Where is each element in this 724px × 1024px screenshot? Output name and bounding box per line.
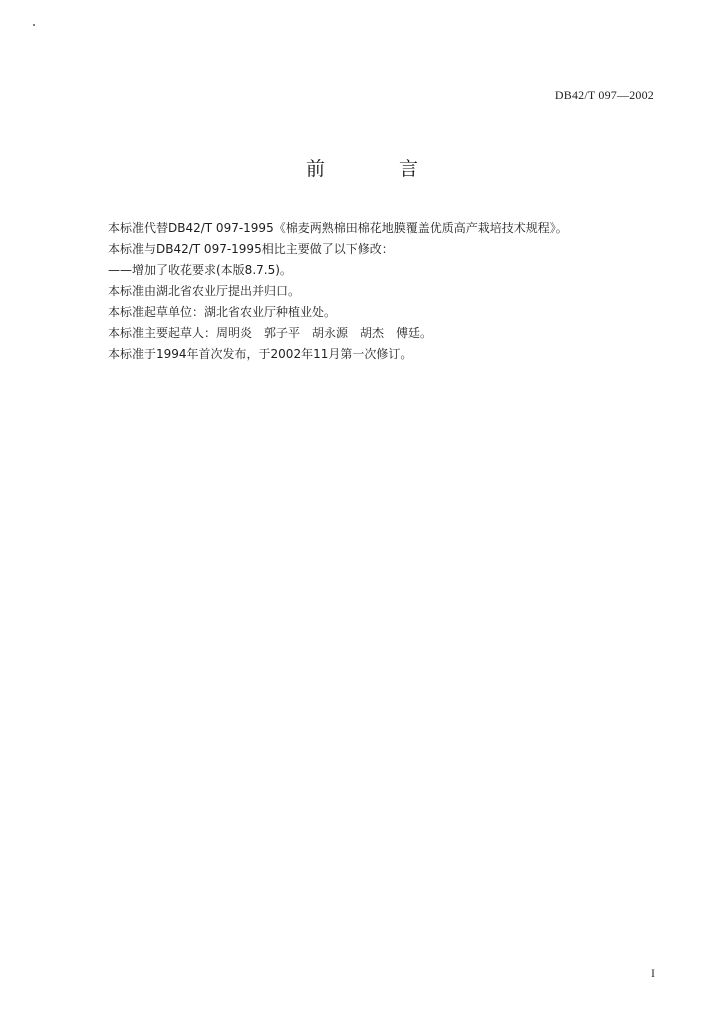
foreword-line-change-item: ——增加了收花要求(本版8.7.5)。 bbox=[108, 263, 292, 277]
foreword-body bbox=[108, 218, 668, 365]
foreword-line-proposer: 本标准由湖北省农业厅提出并归口。 bbox=[108, 284, 301, 298]
foreword-line-history: 本标准于1994年首次发布，于2002年11月第一次修订。 bbox=[108, 347, 413, 361]
foreword-line-drafting-unit: 本标准起草单位：湖北省农业厅种植业处。 bbox=[108, 305, 337, 319]
standard-code: DB42/T 097—2002 bbox=[554, 88, 654, 102]
foreword-line-changes: 本标准与DB42/T 097-1995相比主要做了以下修改： bbox=[108, 242, 394, 256]
page-number: I bbox=[651, 966, 655, 980]
foreword-line-replacement: 本标准代替DB42/T 097-1995《棉麦两熟棉田棉花地膜覆盖优质高产栽培技术规程》。 bbox=[108, 221, 568, 235]
scan-speck bbox=[33, 24, 35, 26]
page-title: 前 言 bbox=[305, 158, 453, 180]
foreword-line-drafters: 本标准主要起草人：周明炎 郭子平 胡永源 胡杰 傅廷。 bbox=[108, 326, 433, 340]
